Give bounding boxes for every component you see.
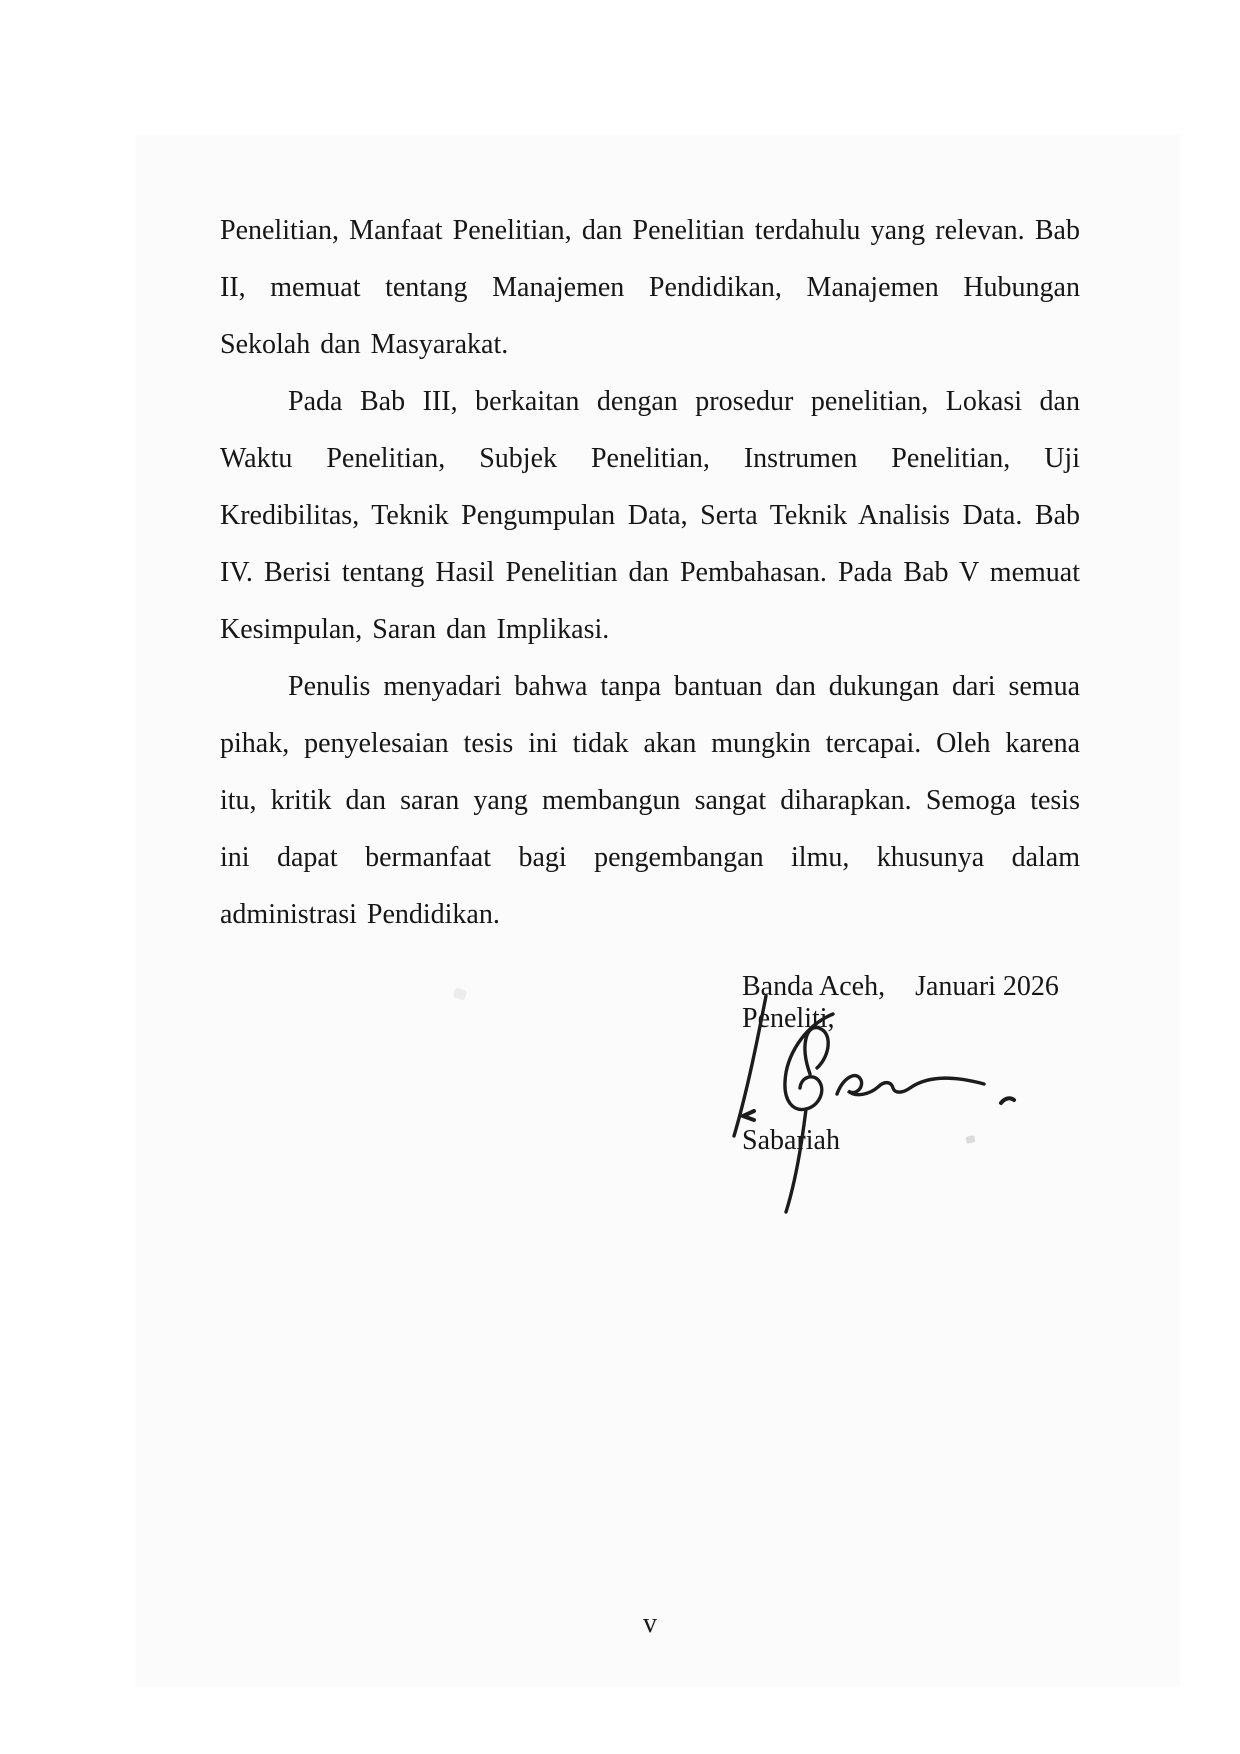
signature-name: Sabariah <box>742 1125 840 1156</box>
signature-place: Banda Aceh, <box>742 971 886 1002</box>
signature-role: Peneliti, <box>742 1003 835 1034</box>
page-number: v <box>643 1608 657 1639</box>
signature-date: Januari 2026 <box>915 971 1059 1002</box>
paragraph-chapter-overview-1: Penelitian, Manfaat Penelitian, dan Penelitian terdahulu yang relevan. Bab II, memuat tentang Manajemen Pendidikan, Manajemen Hubungan Sekolah dan Masyarakat. <box>220 215 1080 360</box>
place-date-line <box>742 971 1082 1003</box>
paragraph-chapter-overview-2: Pada Bab III, berkaitan dengan prosedur penelitian, Lokasi dan Waktu Penelitian, Subjek Penelitian, Instrumen Penelitian, Uji Kredibilitas, Teknik Pengumpulan Data, Serta Teknik Analisis Data. Bab IV. Berisi tentang Hasil Penelitian dan Pembahasan. Pada Bab V memuat Kesimpulan, Saran dan Implikasi. <box>220 386 1080 645</box>
signature-block <box>742 971 1082 1157</box>
signature-space <box>742 1035 1082 1125</box>
body-text-column <box>220 202 1080 943</box>
paragraph-closing-remarks: Penulis menyadari bahwa tanpa bantuan dan dukungan dari semua pihak, penyelesaian tesis ini tidak akan mungkin tercapai. Oleh karena itu, kritik dan saran yang membangun sangat diharapkan. Semoga tesis ini dapat bermanfaat bagi pengembangan ilmu, khusunya dalam administrasi Pendidikan. <box>220 671 1080 930</box>
